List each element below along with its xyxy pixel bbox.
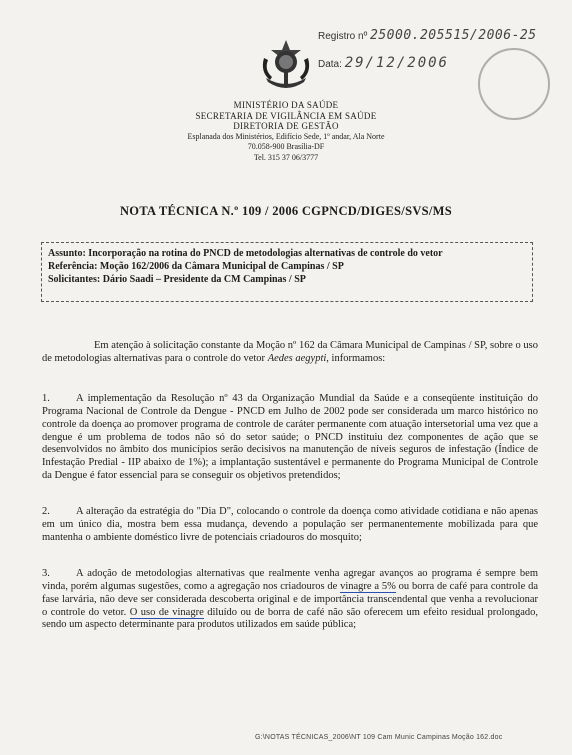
underlined-uso-vinagre: O uso de vinagre: [129, 606, 204, 618]
document-body: [42, 340, 538, 632]
ministry-header: [0, 100, 572, 163]
date-stamp: [318, 55, 449, 71]
referencia-text: Moção 162/2006 da Câmara Municipal de Campinas / SP: [99, 261, 344, 272]
header-address: Esplanada dos Ministérios, Edifício Sede, 1º andar, Ala Norte: [187, 131, 385, 141]
paragraph-3-text-a: A adoção de metodologias alternativas que realmente venha agregar avanços ao programa é sempre bem vinda, porém algumas sugestões, como a agregação nos criadouros de: [42, 568, 538, 593]
registro-label: Registro nº: [318, 31, 368, 42]
coat-of-arms-icon: [258, 38, 314, 94]
paragraph-2-number: 2.: [42, 506, 50, 518]
intro-paragraph: [42, 340, 538, 365]
paragraph-3-text-c: diluído ou de borra de café não são oferecem um efeito residual prolongado, sendo um aspecto determinante para produtos utilizados em saúde pública;: [42, 606, 538, 631]
document-title: NOTA TÉCNICA N.º 109 / 2006 CGPNCD/DIGES/SVS/MS: [119, 204, 453, 218]
species-name: Aedes aegypti: [267, 352, 327, 364]
paragraph-2-text: A alteração da estratégia do "Dia D", colocando o controle da doença como atividade cotidiana e não apenas em um único dia, mostra bem essa mudança, devendo a população ser permanentemente mobilizada para que mantenha o ambiente doméstico livre de potenciais criadouros do mosquito;: [42, 506, 538, 543]
date-value: 29/12/2006: [344, 55, 449, 71]
header-secretariat: SECRETARIA DE VIGILÂNCIA EM SAÚDE: [195, 110, 377, 121]
assunto-text: Incorporação na rotina do PNCD de metodologias alternativas de controle do vetor: [88, 248, 443, 259]
paragraph-1: [42, 393, 538, 482]
header-ministry: MINISTÉRIO DA SAÚDE: [233, 100, 339, 110]
intro-text: Em atenção à solicitação constante da Moção nº 162 da Câmara Municipal de Campinas / SP, sobre o uso de metodologias alternativas para o controle do vetor: [42, 340, 538, 364]
header-zip: 70.058-900 Brasília-DF: [247, 142, 325, 151]
footer-file-path: G:\NOTAS TÉCNICAS_2006\NT 109 Cam Munic Campinas Moção 162.doc: [255, 734, 503, 741]
paragraph-1-text: A implementação da Resolução nº 43 da Organização Mundial da Saúde e a conseqüente instituição do Programa Nacional de Controle da Dengue - PNCD em Julho de 2002 pode ser considerada um marco histórico no controle da doença ao promover programa de controle de caráter permanente com atuação intersetorial uma vez que a dengue é um problema de todos não só do setor saúde; o PNCD instituiu dez componentes de ação que se desenvolvidos no âmbito dos municípios serão decisivos na manutenção de níveis seguros de infestação (Índice de Infestação Predial - IIP abaixo de 1%); a implantação sustentável e permanente do Programa Municipal de Controle da Dengue é fator essencial para se conseguir os objetivos pretendidos;: [42, 393, 538, 481]
underlined-vinagre-5: vinagre a 5%: [340, 581, 396, 593]
registro-stamp: [318, 28, 537, 43]
paragraph-3: [42, 568, 538, 632]
solicitantes-label: Solicitantes:: [48, 274, 101, 285]
header-directorate: DIRETORIA DE GESTÃO: [233, 121, 339, 131]
paragraph-1-number: 1.: [42, 393, 50, 405]
header-phone: Tel. 315 37 06/3777: [253, 152, 319, 162]
intro-end: , informamos:: [326, 352, 386, 364]
subject-referencia: [48, 260, 526, 273]
subject-solicitantes: [48, 273, 526, 286]
paragraph-2: [42, 506, 538, 544]
subject-assunto: [48, 247, 526, 260]
paragraph-3-number: 3.: [42, 568, 50, 580]
solicitantes-text: Dário Saadi – Presidente da CM Campinas / SP: [102, 274, 306, 285]
date-label: Data:: [318, 59, 342, 70]
assunto-label: Assunto:: [48, 248, 86, 259]
registro-value: 25000.205515/2006-25: [370, 28, 537, 43]
subject-box: [41, 242, 533, 302]
paragraph-3-text-b: ou borra de café para controle da fase larvária, não deve ser considerada descoberta original e de importância transcendental que venha a revolucionar o controle do vetor.: [42, 581, 538, 618]
referencia-label: Referência:: [48, 261, 98, 272]
